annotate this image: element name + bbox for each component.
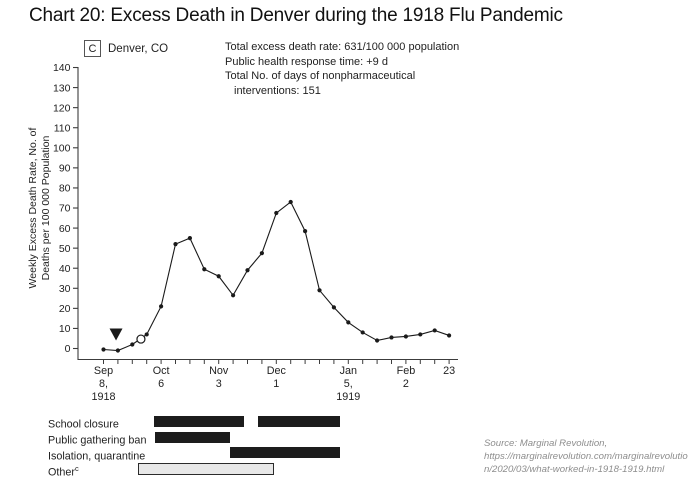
panel-letter-badge: C — [84, 40, 101, 57]
svg-text:Weekly Excess Death Rate, No.: Weekly Excess Death Rate, No. of — [27, 127, 39, 289]
intervention-bar — [230, 447, 340, 458]
stat-line-npi-days-2: interventions: 151 — [234, 84, 321, 97]
svg-text:70: 70 — [58, 202, 71, 215]
intervention-label-other: Other$^c$ — [48, 463, 79, 479]
svg-text:6: 6 — [158, 378, 165, 390]
source-attribution — [484, 437, 699, 476]
svg-text:1: 1 — [273, 378, 280, 390]
chart-title: Chart 20: Excess Death in Denver during the 1918 Flu Pandemic — [29, 5, 563, 26]
source-url-line-1: https://marginalrevolution.com/marginalrevolutio — [484, 451, 688, 462]
svg-text:Nov: Nov — [209, 365, 229, 377]
svg-text:90: 90 — [58, 162, 71, 175]
svg-text:0: 0 — [64, 343, 71, 356]
svg-text:40: 40 — [58, 262, 71, 275]
panel-header — [84, 40, 168, 57]
svg-text:50: 50 — [58, 242, 71, 255]
svg-text:130: 130 — [52, 82, 71, 95]
excess-death-line-chart — [0, 58, 700, 410]
svg-text:Feb: Feb — [396, 365, 416, 377]
svg-text:2: 2 — [402, 378, 409, 390]
panel-city-label: Denver, CO — [108, 42, 169, 55]
intervention-label-public-gathering-ban: Public gathering ban — [48, 434, 147, 447]
intervention-bar — [138, 463, 273, 475]
stat-line-response-time: Public health response time: +9 d — [225, 55, 388, 68]
stat-line-npi-days-1: Total No. of days of nonpharmaceutical — [225, 70, 416, 83]
svg-text:60: 60 — [58, 222, 71, 235]
svg-text:Deaths per 100 000 Population: Deaths per 100 000 Population — [40, 135, 52, 281]
intervention-label-school-closure: School closure — [48, 418, 119, 431]
svg-text:8,: 8, — [98, 378, 109, 390]
svg-text:80: 80 — [58, 182, 71, 195]
svg-text:Oct: Oct — [152, 365, 170, 377]
intervention-bar — [258, 416, 340, 427]
intervention-bar — [154, 416, 243, 427]
source-url-line-2: n/2020/03/what-worked-in-1918-1919.html — [484, 464, 665, 475]
svg-text:120: 120 — [52, 102, 71, 115]
svg-text:110: 110 — [53, 122, 71, 135]
svg-text:20: 20 — [58, 303, 71, 316]
svg-text:23: 23 — [443, 365, 456, 377]
svg-text:Jan: Jan — [339, 365, 358, 377]
svg-text:100: 100 — [52, 142, 71, 155]
svg-text:1918: 1918 — [91, 391, 116, 403]
svg-text:30: 30 — [58, 282, 71, 295]
svg-text:10: 10 — [58, 323, 71, 336]
svg-text:Sep: Sep — [93, 365, 114, 377]
svg-text:140: 140 — [52, 62, 71, 75]
intervention-label-isolation-quarantine: Isolation, quarantine — [48, 450, 146, 463]
source-line: Source: Marginal Revolution, — [484, 438, 608, 449]
svg-text:1919: 1919 — [336, 391, 361, 403]
svg-text:5,: 5, — [343, 378, 353, 390]
intervention-bar — [155, 432, 230, 443]
stat-line-total-rate: Total excess death rate: 631/100 000 population — [225, 41, 460, 53]
svg-text:3: 3 — [215, 378, 222, 390]
svg-text:Dec: Dec — [266, 365, 286, 377]
